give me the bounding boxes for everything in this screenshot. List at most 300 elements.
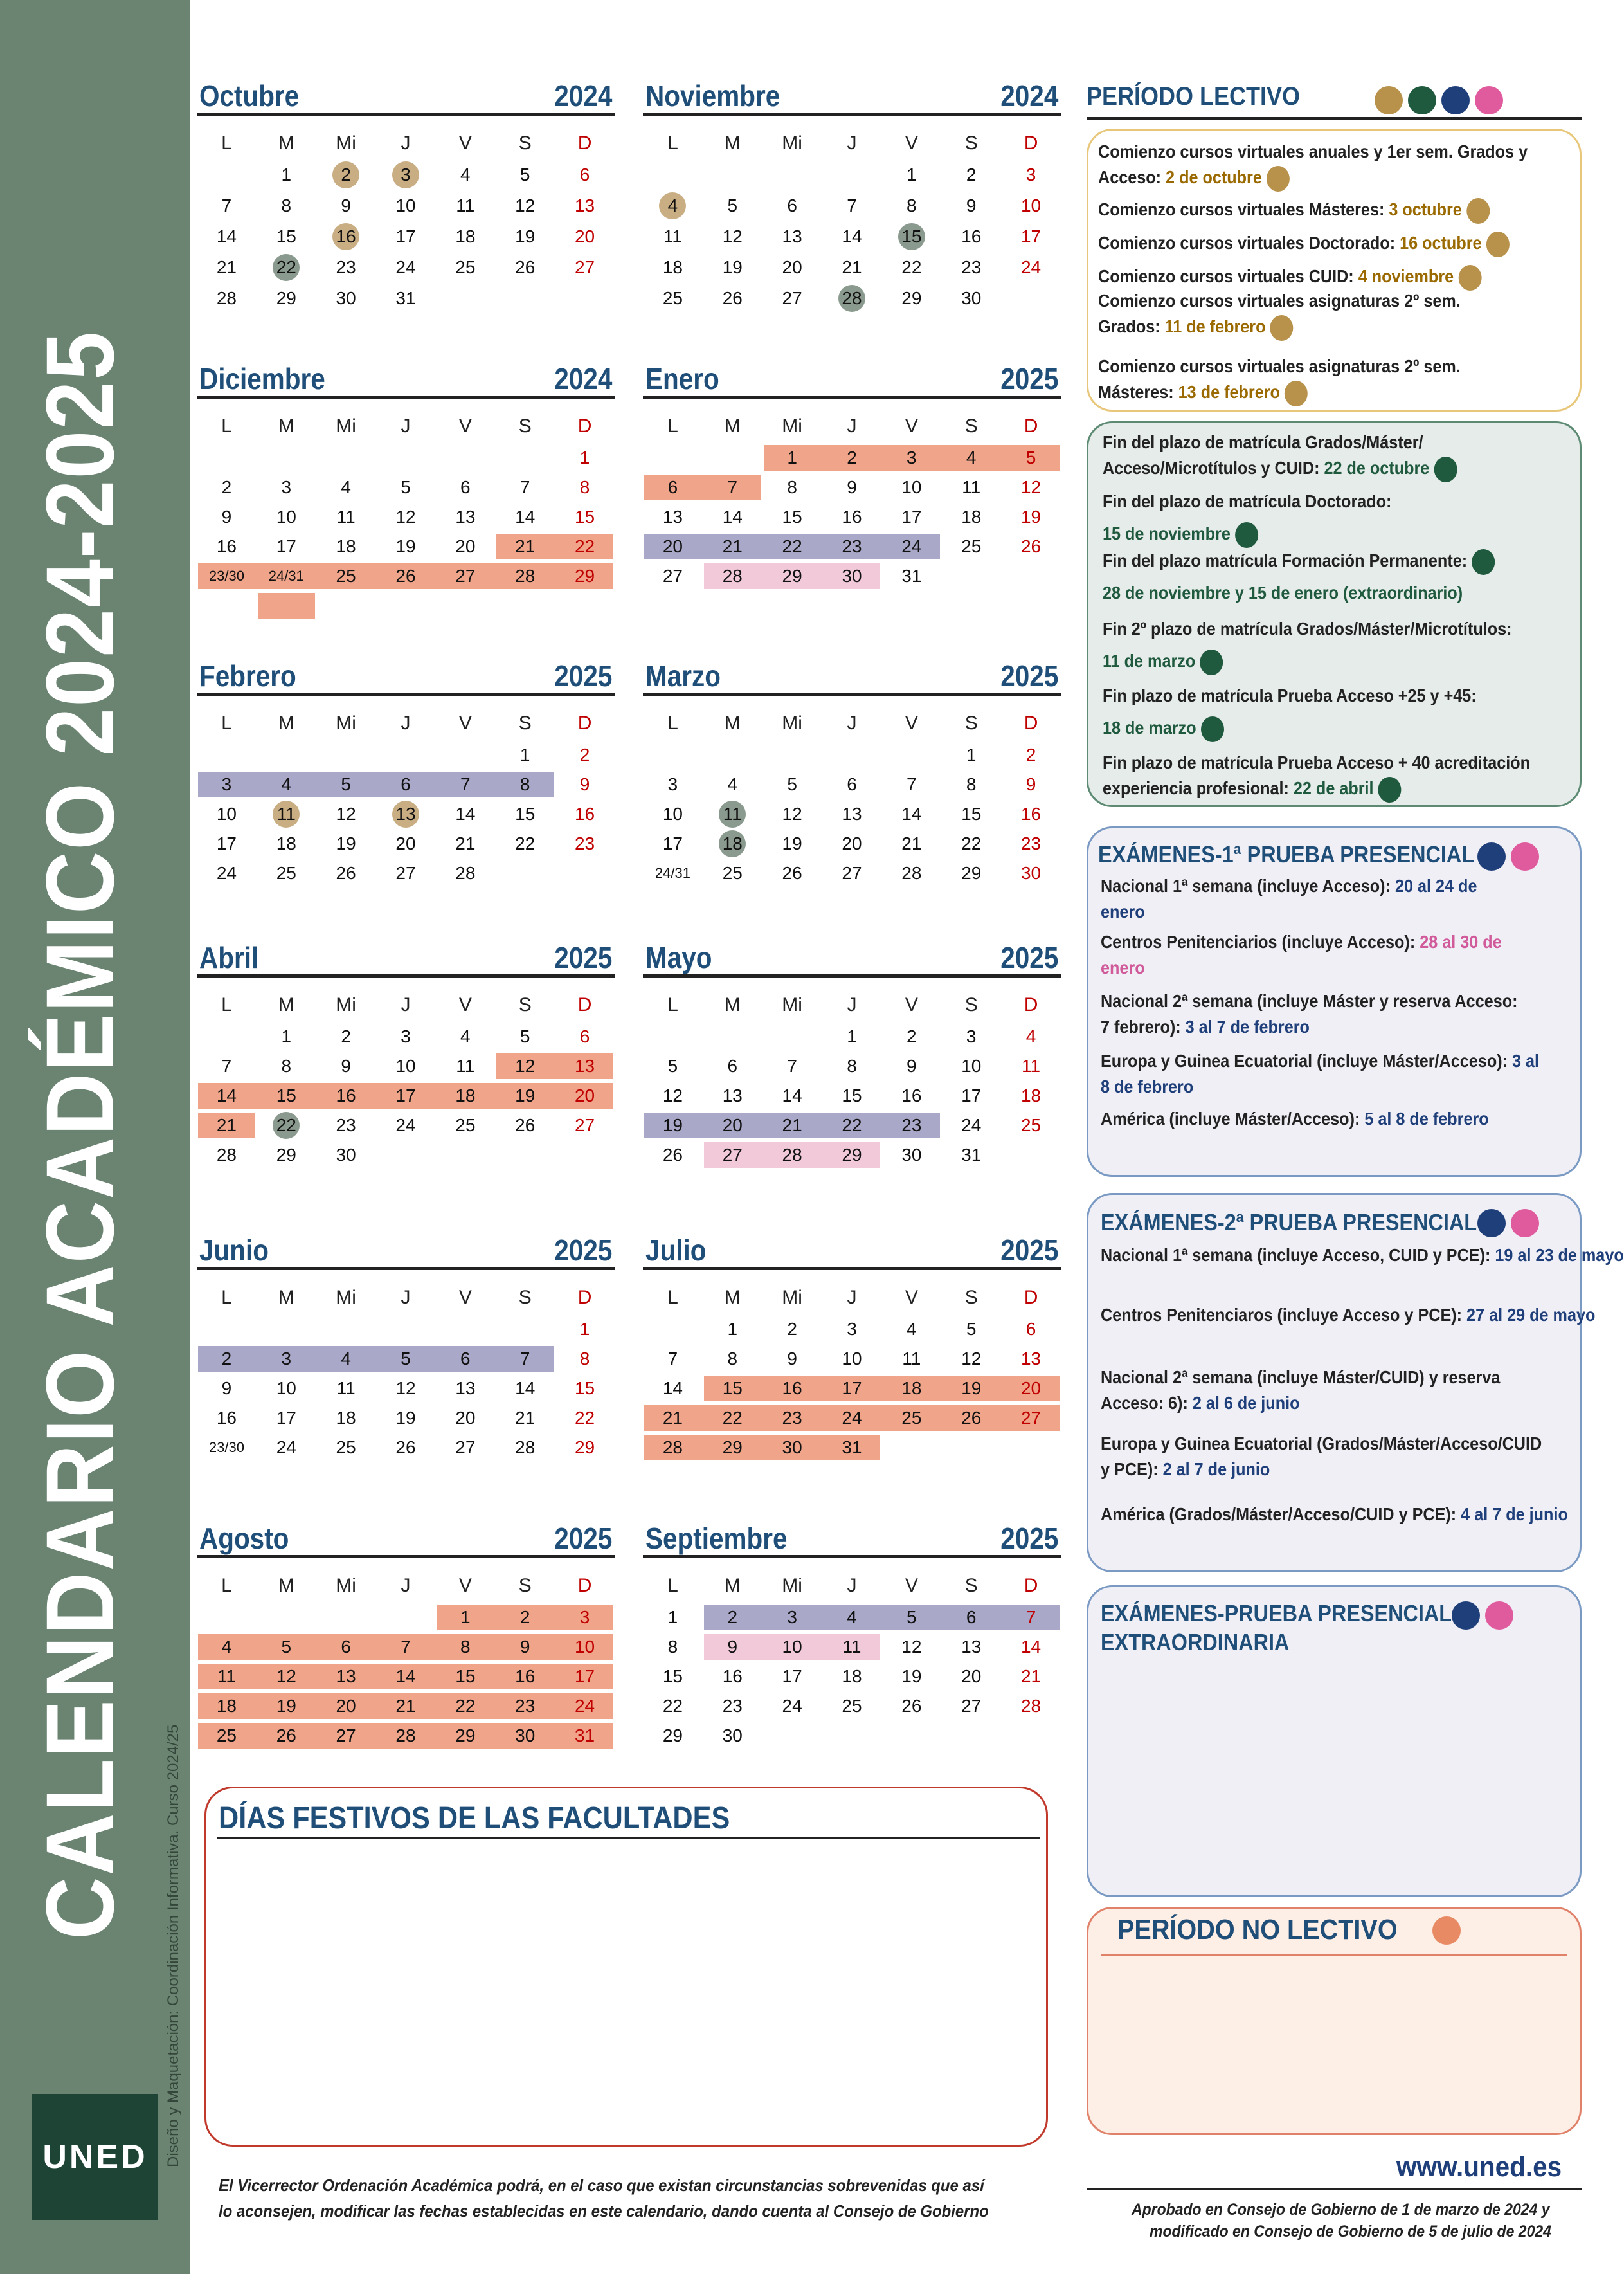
- calendar-day[interactable]: 26: [276, 1725, 296, 1745]
- calendar-day[interactable]: 4: [460, 165, 471, 185]
- calendar-day[interactable]: 11: [456, 1056, 475, 1076]
- calendar-day[interactable]: 26: [395, 566, 416, 586]
- calendar-day[interactable]: 16: [961, 226, 982, 246]
- calendar-day[interactable]: 27: [961, 1696, 982, 1716]
- calendar-day[interactable]: 31: [961, 1145, 982, 1165]
- calendar-day[interactable]: 7: [519, 477, 530, 497]
- calendar-day[interactable]: 31: [842, 1437, 862, 1457]
- calendar-day[interactable]: 5: [727, 196, 738, 215]
- calendar-day[interactable]: 3: [787, 1607, 797, 1627]
- calendar-day[interactable]: 24/31: [654, 865, 690, 881]
- calendar-day[interactable]: 17: [1020, 226, 1042, 246]
- calendar-day[interactable]: 7: [787, 1056, 797, 1076]
- calendar-day[interactable]: 4: [727, 774, 738, 794]
- calendar-day[interactable]: 4: [966, 448, 977, 468]
- calendar-day[interactable]: 27: [574, 1115, 595, 1135]
- calendar-day[interactable]: 26: [662, 1145, 683, 1165]
- calendar-day[interactable]: 1: [847, 1026, 857, 1046]
- calendar-day[interactable]: 29: [574, 1437, 595, 1457]
- calendar-day[interactable]: 10: [961, 1056, 982, 1076]
- calendar-day[interactable]: 4: [667, 196, 678, 215]
- calendar-day[interactable]: 29: [276, 288, 296, 308]
- calendar-day[interactable]: 16: [722, 1666, 743, 1686]
- calendar-day[interactable]: 28: [722, 566, 743, 586]
- calendar-day[interactable]: 7: [460, 774, 471, 794]
- calendar-day[interactable]: 30: [515, 1725, 536, 1745]
- calendar-day[interactable]: 1: [907, 165, 917, 185]
- calendar-day[interactable]: 14: [515, 1378, 536, 1398]
- calendar-day[interactable]: 25: [722, 863, 743, 883]
- calendar-day[interactable]: 20: [455, 1408, 476, 1428]
- calendar-day[interactable]: 7: [727, 477, 738, 497]
- calendar-day[interactable]: 19: [782, 833, 802, 853]
- calendar-day[interactable]: 15: [574, 507, 595, 527]
- calendar-day[interactable]: 2: [907, 1026, 917, 1046]
- calendar-day[interactable]: 17: [901, 507, 922, 527]
- calendar-day[interactable]: 14: [395, 1666, 416, 1686]
- calendar-day[interactable]: 3: [281, 1349, 292, 1369]
- calendar-day[interactable]: 29: [276, 1145, 296, 1165]
- calendar-day[interactable]: 3: [281, 477, 292, 497]
- calendar-day[interactable]: 5: [966, 1319, 977, 1339]
- calendar-day[interactable]: 2: [221, 477, 232, 497]
- calendar-day[interactable]: 21: [216, 257, 237, 277]
- calendar-day[interactable]: 4: [221, 1637, 232, 1657]
- calendar-day[interactable]: 1: [727, 1319, 738, 1339]
- calendar-day[interactable]: 1: [281, 165, 292, 185]
- calendar-day[interactable]: 29: [961, 863, 982, 883]
- calendar-day[interactable]: 23: [1020, 833, 1042, 853]
- calendar-day[interactable]: 15: [782, 507, 802, 527]
- calendar-day[interactable]: 16: [901, 1086, 922, 1105]
- calendar-day[interactable]: 9: [1025, 774, 1036, 794]
- calendar-day[interactable]: 7: [401, 1637, 411, 1657]
- calendar-day[interactable]: 24: [395, 1115, 416, 1135]
- calendar-day[interactable]: 23: [782, 1408, 802, 1428]
- calendar-day[interactable]: 24/31: [268, 568, 304, 584]
- calendar-day[interactable]: 25: [662, 288, 683, 308]
- calendar-day[interactable]: 1: [667, 1607, 678, 1627]
- calendar-day[interactable]: 8: [966, 774, 977, 794]
- calendar-day[interactable]: 29: [842, 1145, 862, 1165]
- calendar-day[interactable]: 9: [519, 1637, 530, 1657]
- calendar-day[interactable]: 18: [842, 1666, 862, 1686]
- calendar-day[interactable]: 28: [1020, 1696, 1042, 1716]
- calendar-day[interactable]: 18: [216, 1696, 237, 1716]
- calendar-day[interactable]: 25: [1020, 1115, 1042, 1135]
- calendar-day[interactable]: 20: [1020, 1378, 1042, 1398]
- calendar-day[interactable]: 25: [455, 1115, 476, 1135]
- calendar-day[interactable]: 30: [901, 1145, 922, 1165]
- calendar-day[interactable]: 6: [460, 477, 471, 497]
- calendar-day[interactable]: 12: [722, 226, 743, 246]
- calendar-day[interactable]: 22: [515, 833, 536, 853]
- calendar-day[interactable]: 26: [901, 1696, 922, 1716]
- calendar-day[interactable]: 12: [782, 804, 802, 824]
- calendar-day[interactable]: 4: [460, 1026, 471, 1046]
- calendar-day[interactable]: 24: [901, 536, 922, 556]
- calendar-day[interactable]: 2: [787, 1319, 797, 1339]
- calendar-day[interactable]: 11: [842, 1637, 862, 1657]
- calendar-day[interactable]: 12: [961, 1349, 982, 1369]
- calendar-day[interactable]: 3: [966, 1026, 977, 1046]
- calendar-day[interactable]: 8: [519, 774, 530, 794]
- calendar-day[interactable]: 17: [395, 226, 416, 246]
- calendar-day[interactable]: 15: [574, 1378, 595, 1398]
- calendar-day[interactable]: 30: [722, 1725, 743, 1745]
- calendar-day[interactable]: 9: [847, 477, 857, 497]
- calendar-day[interactable]: 14: [216, 226, 237, 246]
- calendar-day[interactable]: 20: [574, 226, 595, 246]
- calendar-day[interactable]: 10: [216, 804, 237, 824]
- calendar-day[interactable]: 3: [221, 774, 232, 794]
- calendar-day[interactable]: 22: [574, 536, 595, 556]
- calendar-day[interactable]: 23: [842, 536, 862, 556]
- calendar-day[interactable]: 16: [216, 1408, 237, 1428]
- calendar-day[interactable]: 7: [221, 1056, 232, 1076]
- calendar-day[interactable]: 27: [395, 863, 416, 883]
- calendar-day[interactable]: 8: [727, 1349, 738, 1369]
- calendar-day[interactable]: 14: [722, 507, 743, 527]
- calendar-day[interactable]: 19: [276, 1696, 296, 1716]
- calendar-day[interactable]: 22: [722, 1408, 743, 1428]
- calendar-day[interactable]: 4: [847, 1607, 857, 1627]
- calendar-day[interactable]: 20: [722, 1115, 743, 1135]
- calendar-day[interactable]: 1: [787, 448, 797, 468]
- calendar-day[interactable]: 21: [216, 1115, 237, 1135]
- calendar-day[interactable]: 20: [395, 833, 416, 853]
- calendar-day[interactable]: 14: [515, 507, 536, 527]
- calendar-day[interactable]: 12: [1020, 477, 1042, 497]
- calendar-day[interactable]: 30: [336, 1145, 356, 1165]
- calendar-day[interactable]: 5: [1025, 448, 1036, 468]
- calendar-day[interactable]: 13: [1020, 1349, 1042, 1369]
- calendar-day[interactable]: 10: [574, 1637, 595, 1657]
- calendar-day[interactable]: 12: [515, 1056, 536, 1076]
- calendar-day[interactable]: 24: [961, 1115, 982, 1135]
- calendar-day[interactable]: 5: [519, 165, 530, 185]
- calendar-day[interactable]: 6: [787, 196, 797, 215]
- calendar-day[interactable]: 4: [1025, 1026, 1036, 1046]
- calendar-day[interactable]: 19: [336, 833, 356, 853]
- calendar-day[interactable]: 28: [901, 863, 922, 883]
- calendar-day[interactable]: 28: [216, 1145, 237, 1165]
- calendar-day[interactable]: 25: [961, 536, 982, 556]
- calendar-day[interactable]: 5: [281, 1637, 292, 1657]
- calendar-day[interactable]: 13: [336, 1666, 356, 1686]
- calendar-day[interactable]: 20: [574, 1086, 595, 1105]
- calendar-day[interactable]: 10: [842, 1349, 862, 1369]
- calendar-day[interactable]: 4: [341, 1349, 351, 1369]
- calendar-day[interactable]: 23: [515, 1696, 536, 1716]
- calendar-day[interactable]: 22: [662, 1696, 683, 1716]
- calendar-day[interactable]: 9: [221, 1378, 232, 1398]
- calendar-day[interactable]: 13: [455, 507, 476, 527]
- calendar-day[interactable]: 18: [961, 507, 982, 527]
- calendar-day[interactable]: 24: [1020, 257, 1042, 277]
- calendar-day[interactable]: 17: [216, 833, 237, 853]
- calendar-day[interactable]: 22: [961, 833, 982, 853]
- calendar-day[interactable]: 9: [907, 1056, 917, 1076]
- calendar-day[interactable]: 2: [341, 165, 351, 185]
- calendar-day[interactable]: 18: [276, 833, 296, 853]
- calendar-day[interactable]: 3: [847, 1319, 857, 1339]
- calendar-day[interactable]: 17: [276, 1408, 296, 1428]
- calendar-day[interactable]: 10: [901, 477, 922, 497]
- calendar-day[interactable]: 15: [455, 1666, 476, 1686]
- calendar-day[interactable]: 27: [782, 288, 802, 308]
- calendar-day[interactable]: 26: [782, 863, 802, 883]
- calendar-day[interactable]: 25: [455, 257, 476, 277]
- calendar-day[interactable]: 28: [842, 288, 862, 308]
- calendar-day[interactable]: 7: [519, 1349, 530, 1369]
- calendar-day[interactable]: 18: [722, 833, 743, 853]
- calendar-day[interactable]: 26: [336, 863, 356, 883]
- calendar-day[interactable]: 5: [401, 1349, 411, 1369]
- calendar-day[interactable]: 19: [515, 226, 536, 246]
- calendar-day[interactable]: 10: [395, 196, 416, 215]
- calendar-day[interactable]: 17: [662, 833, 683, 853]
- calendar-day[interactable]: 30: [782, 1437, 802, 1457]
- calendar-day[interactable]: 13: [842, 804, 862, 824]
- calendar-day[interactable]: 3: [1025, 165, 1036, 185]
- calendar-day[interactable]: 28: [515, 566, 536, 586]
- calendar-day[interactable]: 9: [787, 1349, 797, 1369]
- calendar-day[interactable]: 23: [336, 1115, 356, 1135]
- calendar-day[interactable]: 19: [395, 1408, 416, 1428]
- calendar-day[interactable]: 23/30: [208, 568, 244, 584]
- calendar-day[interactable]: 22: [574, 1408, 595, 1428]
- calendar-day[interactable]: 11: [902, 1349, 921, 1369]
- calendar-day[interactable]: 22: [276, 257, 296, 277]
- calendar-day[interactable]: 3: [401, 1026, 411, 1046]
- calendar-day[interactable]: 27: [574, 257, 595, 277]
- calendar-day[interactable]: 14: [901, 804, 922, 824]
- calendar-day[interactable]: 5: [907, 1607, 917, 1627]
- calendar-day[interactable]: 10: [782, 1637, 802, 1657]
- calendar-day[interactable]: 22: [782, 536, 802, 556]
- calendar-day[interactable]: 13: [782, 226, 802, 246]
- calendar-day[interactable]: 24: [574, 1696, 595, 1716]
- calendar-day[interactable]: 10: [1020, 196, 1042, 215]
- calendar-day[interactable]: 19: [662, 1115, 683, 1135]
- calendar-day[interactable]: 21: [455, 833, 476, 853]
- calendar-day[interactable]: 19: [395, 536, 416, 556]
- calendar-day[interactable]: 13: [722, 1086, 743, 1105]
- calendar-day[interactable]: 12: [662, 1086, 683, 1105]
- calendar-day[interactable]: 16: [336, 1086, 356, 1105]
- calendar-day[interactable]: 6: [460, 1349, 471, 1369]
- calendar-day[interactable]: 27: [455, 566, 476, 586]
- calendar-day[interactable]: 2: [341, 1026, 351, 1046]
- calendar-day[interactable]: 3: [401, 165, 411, 185]
- calendar-day[interactable]: 21: [842, 257, 862, 277]
- calendar-day[interactable]: 24: [782, 1696, 802, 1716]
- calendar-day[interactable]: 8: [847, 1056, 857, 1076]
- calendar-day[interactable]: 18: [455, 1086, 476, 1105]
- calendar-day[interactable]: 11: [1022, 1056, 1041, 1076]
- calendar-day[interactable]: 7: [221, 196, 232, 215]
- calendar-day[interactable]: 1: [579, 448, 590, 468]
- calendar-day[interactable]: 21: [395, 1696, 416, 1716]
- calendar-day[interactable]: 6: [847, 774, 857, 794]
- calendar-day[interactable]: 31: [395, 288, 416, 308]
- calendar-day[interactable]: 21: [515, 536, 536, 556]
- calendar-day[interactable]: 3: [907, 448, 917, 468]
- calendar-day[interactable]: 18: [336, 1408, 356, 1428]
- calendar-day[interactable]: 28: [216, 288, 237, 308]
- calendar-day[interactable]: 5: [787, 774, 797, 794]
- calendar-day[interactable]: 13: [395, 804, 416, 824]
- calendar-day[interactable]: 6: [341, 1637, 351, 1657]
- calendar-day[interactable]: 11: [336, 1378, 356, 1398]
- calendar-day[interactable]: 9: [341, 196, 351, 215]
- calendar-day[interactable]: 28: [662, 1437, 683, 1457]
- calendar-day[interactable]: 16: [515, 1666, 536, 1686]
- calendar-day[interactable]: 8: [787, 477, 797, 497]
- calendar-day[interactable]: 1: [966, 745, 977, 765]
- calendar-day[interactable]: 10: [662, 804, 683, 824]
- calendar-day[interactable]: 20: [662, 536, 683, 556]
- calendar-day[interactable]: 12: [395, 1378, 416, 1398]
- calendar-day[interactable]: 15: [842, 1086, 862, 1105]
- calendar-day[interactable]: 31: [901, 566, 922, 586]
- calendar-day[interactable]: 15: [662, 1666, 683, 1686]
- calendar-day[interactable]: 15: [276, 226, 296, 246]
- calendar-day[interactable]: 18: [455, 226, 476, 246]
- calendar-day[interactable]: 2: [221, 1349, 232, 1369]
- calendar-day[interactable]: 14: [455, 804, 476, 824]
- calendar-day[interactable]: 22: [276, 1115, 296, 1135]
- calendar-day[interactable]: 2: [1025, 745, 1036, 765]
- calendar-day[interactable]: 2: [579, 745, 590, 765]
- calendar-day[interactable]: 19: [722, 257, 743, 277]
- calendar-day[interactable]: 17: [395, 1086, 416, 1105]
- calendar-day[interactable]: 15: [276, 1086, 296, 1105]
- calendar-day[interactable]: 11: [276, 804, 296, 824]
- calendar-day[interactable]: 8: [579, 1349, 590, 1369]
- calendar-day[interactable]: 23: [901, 1115, 922, 1135]
- calendar-day[interactable]: 6: [667, 477, 678, 497]
- calendar-day[interactable]: 1: [579, 1319, 590, 1339]
- calendar-day[interactable]: 1: [281, 1026, 292, 1046]
- calendar-day[interactable]: 12: [901, 1637, 922, 1657]
- calendar-day[interactable]: 5: [667, 1056, 678, 1076]
- calendar-day[interactable]: 13: [574, 1056, 595, 1076]
- calendar-day[interactable]: 7: [667, 1349, 678, 1369]
- calendar-day[interactable]: 17: [574, 1666, 595, 1686]
- calendar-day[interactable]: 28: [782, 1145, 802, 1165]
- calendar-day[interactable]: 6: [401, 774, 411, 794]
- calendar-day[interactable]: 21: [782, 1115, 802, 1135]
- calendar-day[interactable]: 1: [519, 745, 530, 765]
- calendar-day[interactable]: 19: [1020, 507, 1042, 527]
- calendar-day[interactable]: 4: [341, 477, 351, 497]
- calendar-day[interactable]: 10: [276, 1378, 296, 1398]
- calendar-day[interactable]: 24: [395, 257, 416, 277]
- calendar-day[interactable]: 4: [907, 1319, 917, 1339]
- calendar-day[interactable]: 8: [907, 196, 917, 215]
- calendar-day[interactable]: 8: [579, 477, 590, 497]
- calendar-day[interactable]: 18: [1020, 1086, 1042, 1105]
- calendar-day[interactable]: 16: [1020, 804, 1042, 824]
- calendar-day[interactable]: 25: [276, 863, 296, 883]
- calendar-day[interactable]: 23: [336, 257, 356, 277]
- calendar-day[interactable]: 29: [455, 1725, 476, 1745]
- calendar-day[interactable]: 19: [901, 1666, 922, 1686]
- calendar-day[interactable]: 26: [515, 257, 536, 277]
- calendar-day[interactable]: 14: [782, 1086, 802, 1105]
- calendar-day[interactable]: 6: [579, 1026, 590, 1046]
- calendar-day[interactable]: 16: [336, 226, 356, 246]
- calendar-day[interactable]: 25: [901, 1408, 922, 1428]
- calendar-day[interactable]: 29: [574, 566, 595, 586]
- calendar-day[interactable]: 7: [847, 196, 857, 215]
- calendar-day[interactable]: 13: [662, 507, 683, 527]
- calendar-day[interactable]: 8: [281, 196, 292, 215]
- calendar-day[interactable]: 6: [579, 165, 590, 185]
- calendar-day[interactable]: 26: [395, 1437, 416, 1457]
- calendar-day[interactable]: 14: [216, 1086, 237, 1105]
- calendar-day[interactable]: 6: [966, 1607, 977, 1627]
- calendar-day[interactable]: 21: [515, 1408, 536, 1428]
- calendar-day[interactable]: 16: [842, 507, 862, 527]
- calendar-day[interactable]: 9: [579, 774, 590, 794]
- calendar-day[interactable]: 11: [456, 196, 475, 215]
- calendar-day[interactable]: 23: [574, 833, 595, 853]
- calendar-day[interactable]: 8: [281, 1056, 292, 1076]
- calendar-day[interactable]: 2: [519, 1607, 530, 1627]
- calendar-day[interactable]: 8: [667, 1637, 678, 1657]
- calendar-day[interactable]: 28: [395, 1725, 416, 1745]
- calendar-day[interactable]: 3: [579, 1607, 590, 1627]
- calendar-day[interactable]: 22: [901, 257, 922, 277]
- calendar-day[interactable]: 21: [662, 1408, 683, 1428]
- calendar-day[interactable]: 14: [1020, 1637, 1042, 1657]
- calendar-day[interactable]: 25: [216, 1725, 237, 1745]
- calendar-day[interactable]: 10: [276, 507, 296, 527]
- calendar-day[interactable]: 13: [455, 1378, 476, 1398]
- calendar-day[interactable]: 2: [966, 165, 977, 185]
- calendar-day[interactable]: 9: [966, 196, 977, 215]
- calendar-day[interactable]: 25: [842, 1696, 862, 1716]
- calendar-day[interactable]: 20: [336, 1696, 356, 1716]
- calendar-day[interactable]: 30: [1020, 863, 1042, 883]
- calendar-day[interactable]: 8: [460, 1637, 471, 1657]
- calendar-day[interactable]: 23: [961, 257, 982, 277]
- calendar-day[interactable]: 13: [574, 196, 595, 215]
- calendar-day[interactable]: 26: [722, 288, 743, 308]
- calendar-day[interactable]: 9: [221, 507, 232, 527]
- calendar-day[interactable]: 24: [842, 1408, 862, 1428]
- calendar-day[interactable]: 11: [663, 226, 682, 246]
- calendar-day[interactable]: 29: [901, 288, 922, 308]
- calendar-day[interactable]: 19: [961, 1378, 982, 1398]
- calendar-day[interactable]: 11: [336, 507, 356, 527]
- calendar-day[interactable]: 5: [519, 1026, 530, 1046]
- calendar-day[interactable]: 27: [336, 1725, 356, 1745]
- calendar-day[interactable]: 24: [276, 1437, 296, 1457]
- calendar-day[interactable]: 25: [336, 1437, 356, 1457]
- calendar-day[interactable]: 12: [276, 1666, 296, 1686]
- url-link[interactable]: www.uned.es: [1396, 2151, 1562, 2183]
- calendar-day[interactable]: 9: [341, 1056, 351, 1076]
- calendar-day[interactable]: 22: [455, 1696, 476, 1716]
- calendar-day[interactable]: 10: [395, 1056, 416, 1076]
- calendar-day[interactable]: 2: [727, 1607, 738, 1627]
- calendar-day[interactable]: 15: [515, 804, 536, 824]
- calendar-day[interactable]: 11: [217, 1666, 236, 1686]
